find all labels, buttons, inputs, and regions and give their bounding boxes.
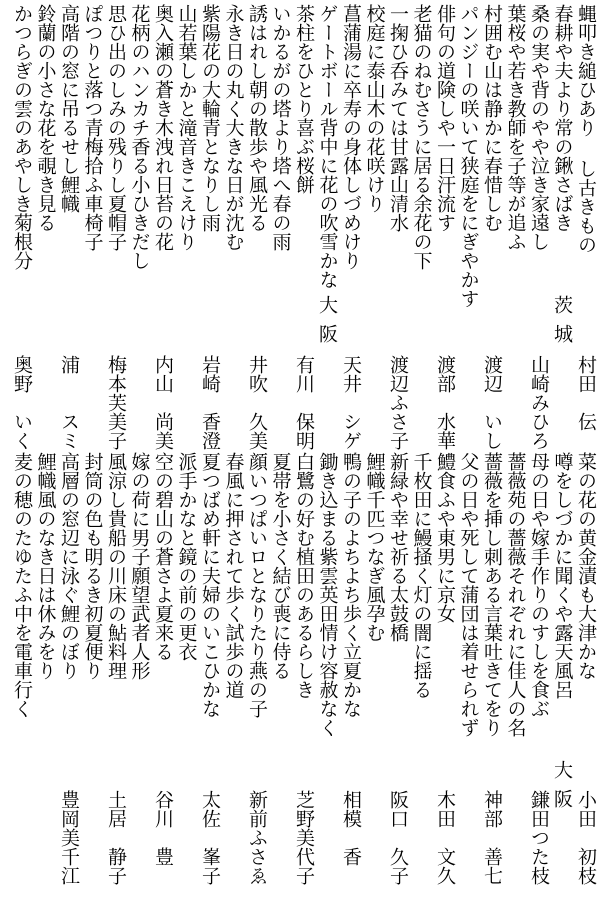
- author-name: 有川 保明: [293, 355, 315, 450]
- poem-line: 老猫のねむさうに居る余花の下: [410, 4, 433, 270]
- author-name: 井吹 久美: [246, 355, 268, 450]
- poem-line: 一掬ひ呑みては甘露山清水: [387, 4, 409, 232]
- poem-line: 鱧食ふや東男に京女: [434, 452, 456, 623]
- poem-line: 花柄のハンカチ香る小ひきだし: [128, 4, 151, 270]
- author-name: 神部 善七: [481, 790, 503, 885]
- poem-line: 春風に押されて歩く試歩の道: [222, 452, 245, 699]
- author-name: 渡辺ふさ子: [387, 355, 409, 450]
- author-name: 梅本芙美子: [105, 355, 127, 450]
- poem-line: 村囲む山は静かに春惜しむ: [481, 4, 503, 232]
- poem-line: 夏つばめ軒に夫婦のいこひかな: [199, 452, 221, 718]
- poem-line: 高層の窓辺に泳ぐ鯉のぼり: [58, 452, 80, 680]
- poem-line: 葉桜や若き教師を子等が追ふ: [504, 4, 527, 251]
- poem-line: 誘はれし朝の散歩や風光る: [246, 4, 268, 232]
- poem-line: 校庭に泰山木の花咲けり: [363, 4, 386, 213]
- author-name: 阪口 久子: [387, 790, 409, 885]
- poem-line: 菜の花の黄金漬も大津かな: [575, 452, 597, 680]
- poem-line: 永き日の丸く大きな日が沈む: [222, 4, 245, 251]
- author-name: 岩崎 香澄: [199, 355, 221, 450]
- author-name: 奥野 いく: [11, 355, 33, 450]
- poem-line: 薔薇を挿し刺ある言葉吐きてをり: [481, 452, 503, 737]
- poem-line: 白鷺の好む植田のあるらしき: [293, 452, 315, 699]
- author-name: 小田 初枝: [575, 790, 597, 885]
- poem-line: 麦の穂のたゆたふ中を電車行く: [11, 452, 33, 718]
- poem-line: 鯉幟千匹つなぎ風孕む: [363, 452, 386, 642]
- poem-line: 顔いつぱいロとなりたり燕の子: [246, 452, 268, 718]
- author-name: 新前ふさゑ: [246, 790, 268, 885]
- author-name: 浦 スミ: [58, 355, 80, 450]
- author-name: 太佐 峯子: [199, 790, 221, 885]
- author-name: 鎌田つた枝: [528, 790, 550, 885]
- author-name: 土居 静子: [105, 790, 127, 885]
- author-prefecture: 茨城: [551, 295, 573, 353]
- poem-line: ゲートボール背中に花の吹雪かな: [316, 4, 339, 289]
- poem-line: パンジーの咲いて狭庭をにぎやかす: [457, 4, 480, 308]
- author-name: 渡部 水華: [434, 355, 456, 450]
- poem-line: 封筒の色も明るき初夏便り: [81, 452, 104, 680]
- poem-line: 紫陽花の大輪青となりし雨: [199, 4, 221, 232]
- poem-line: 蝿叩き縋ひあり し古きもの: [575, 4, 597, 254]
- poem-line: 茶柱をひとり喜ぶ桜餅: [293, 4, 315, 194]
- poem-line: 噂をしづかに聞くや露天風呂: [551, 452, 574, 699]
- author-name: 内山 尚美: [152, 355, 174, 450]
- poem-line: 鋤き込まる紫雲英田情け容赦なく: [316, 452, 339, 737]
- poem-line: 山若葉しかと滝音きこえけり: [175, 4, 198, 251]
- poem-line: 嫁の荷に男子願望武者人形: [128, 452, 151, 680]
- poem-line: 桑の実や背のやや泣き家遠し: [528, 4, 550, 251]
- poem-line: 派手かなと鏡の前の更衣: [175, 452, 198, 661]
- poem-line: 空の碧山の蒼さよ夏来る: [152, 452, 174, 661]
- author-name: 谷川 豊: [152, 790, 174, 866]
- poem-line: 鯉幟風のなき日は休みをり: [34, 452, 57, 680]
- poem-line: 千枚田に鰻掻く灯の闇に揺る: [410, 452, 433, 699]
- author-prefecture: 大阪: [316, 295, 338, 353]
- author-name: 村田 伝: [575, 355, 597, 431]
- poem-line: 春耕や夫より常の鍬さばき: [551, 4, 574, 232]
- poem-line: 菖蒲湯に卒寿の身体しづめけり: [340, 4, 362, 270]
- author-name: 渡辺 いし: [481, 355, 503, 450]
- poem-line: 夏帯を小さく結び喪に侍る: [269, 452, 292, 680]
- author-name: 山崎みひろ: [528, 355, 550, 450]
- poem-line: ぽつりと落つ青梅拾ふ車椅子: [81, 4, 104, 251]
- poem-line: かつらぎの雲のあやしき菊根分: [11, 4, 33, 270]
- poem-line: 奥入瀬の蒼き木洩れ日苔の花: [152, 4, 174, 251]
- author-name: 芝野美代子: [293, 790, 315, 885]
- poem-line: 父の日や死して蒲団は着せられず: [457, 452, 480, 737]
- poem-line: 薔薇苑の薔薇それぞれに佳人の名: [504, 452, 527, 737]
- poem-line: 母の日や嫁手作りのすしを食ぶ: [528, 452, 550, 718]
- author-name: 天井 シゲ: [340, 355, 362, 450]
- author-name: 相模 香: [340, 790, 362, 866]
- poem-line: いかるがの塔より塔へ春の雨: [269, 4, 292, 251]
- poem-line: 俳句の道険しや一日汗流す: [434, 4, 456, 232]
- poem-line: 風涼し貴船の川床の鮎料理: [105, 452, 127, 680]
- poem-line: 鈴蘭の小さな花を覗き見る: [34, 4, 57, 232]
- author-name: 木田 文久: [434, 790, 456, 885]
- poem-line: 高階の窓に吊るせし鯉幟: [58, 4, 80, 213]
- poem-line: 新緑や幸せ祈る太鼓橋: [387, 452, 409, 642]
- poem-line: 思ひ出のしみの残りし夏帽子: [105, 4, 127, 251]
- author-prefecture: 大阪: [551, 760, 573, 818]
- poem-line: 鴨の子のよちよち歩く立夏かな: [340, 452, 362, 718]
- author-name: 豊岡美千江: [58, 790, 80, 885]
